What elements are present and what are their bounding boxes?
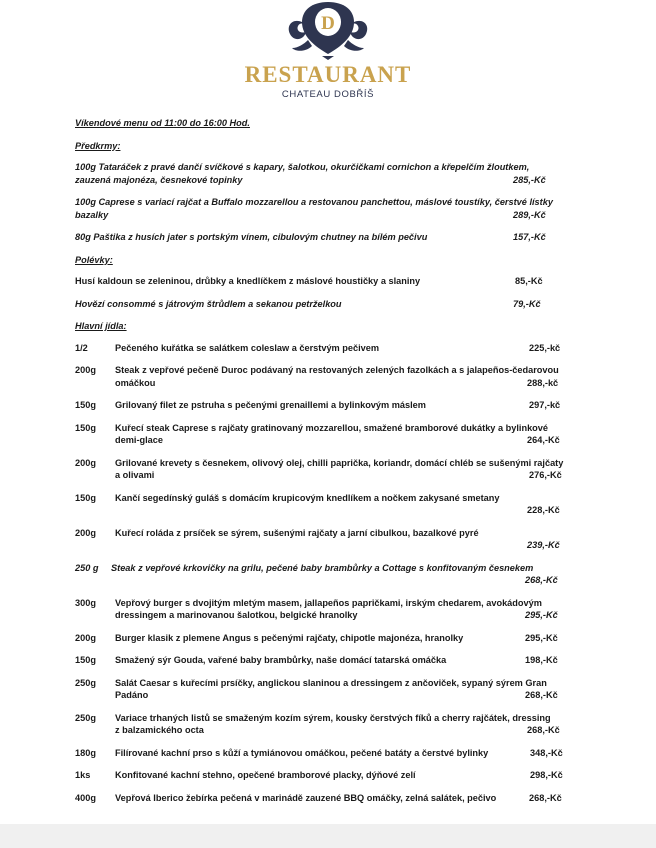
- menu-item: [75, 364, 595, 389]
- item-weight: 180g: [75, 747, 96, 758]
- menu-item: [75, 562, 595, 587]
- item-price: 295,-Kč: [525, 632, 558, 643]
- menu-item: [75, 654, 595, 667]
- section-heading-soups: Polévky:: [75, 254, 113, 265]
- item-price: 198,-Kč: [525, 655, 558, 665]
- item-description: z balzamického octa: [115, 725, 204, 735]
- menu-item: [75, 275, 595, 288]
- item-weight: 250g: [75, 712, 96, 723]
- item-description: Steak z vepřové pečeně Duroc podávaný na restovaných zelených fazolkách a s jalapeños-čedarovou: [115, 365, 559, 375]
- item-price: 268,-Kč: [525, 575, 558, 585]
- item-weight: 150g: [75, 655, 96, 665]
- item-weight: 250g: [75, 677, 96, 688]
- item-description: demi-glace: [115, 435, 163, 445]
- item-description: a olivami: [115, 470, 155, 480]
- item-weight: 400g: [75, 792, 96, 803]
- item-description: 100g Caprese s variací rajčat a Buffalo mozzarellou a restovanou panchettou, máslové toustíky, čerstvé lístky: [75, 197, 553, 207]
- menu-item: [75, 527, 595, 552]
- item-description: Kuřecí steak Caprese s rajčaty gratinovaný mozzarellou, smažené bramborové dukátky a bylinkové: [115, 422, 549, 433]
- item-weight: 200g: [75, 457, 96, 468]
- menu-item: [75, 231, 595, 244]
- menu-item: [75, 632, 595, 645]
- item-price: 268,-Kč: [529, 792, 562, 803]
- restaurant-name: RESTAURANT: [244, 62, 412, 87]
- item-price: 295,-Kč: [525, 610, 558, 620]
- item-description: Filírované kachní prso s kůží a tymiánovou omáčkou, pečené batáty a čerstvé bylinky: [115, 747, 489, 758]
- menu-content: [75, 117, 595, 814]
- item-weight: 200g: [75, 527, 96, 538]
- item-description: Pečeného kuřátka se salátkem coleslaw a čerstvým pečivem: [115, 342, 380, 353]
- item-price: 225,-kč: [529, 342, 561, 353]
- menu-item: [75, 769, 595, 782]
- item-description: Burger klasik z plemene Angus s pečenými rajčaty, chipotle majonéza, hranolky: [115, 632, 464, 643]
- menu-item: [75, 677, 595, 702]
- item-price: 264,-Kč: [527, 435, 560, 445]
- ornament-emblem-icon: [282, 0, 374, 60]
- item-price: 289,-Kč: [513, 209, 546, 220]
- menu-item: [75, 161, 595, 186]
- item-price: 228,-Kč: [527, 505, 560, 515]
- item-description: omáčkou: [115, 377, 156, 388]
- menu-item: [75, 792, 595, 805]
- item-description: Grilovaný filet ze pstruha s pečenými grenaillemi a bylinkovým máslem: [115, 400, 426, 410]
- item-description: Husí kaldoun se zeleninou, drůbky a knedlíčkem z máslové houstičky a slaniny: [75, 276, 421, 286]
- menu-title: Víkendové menu od 11:00 do 16:00 Hod.: [75, 118, 250, 128]
- item-description: Smažený sýr Gouda, vařené baby brambůrky, naše domácí tatarská omáčka: [115, 655, 447, 665]
- item-weight: 1/2: [75, 342, 88, 353]
- section-heading-mains: Hlavní jídla:: [75, 321, 127, 331]
- menu-item: [75, 747, 595, 760]
- section-heading-starters: Předkrmy:: [75, 140, 121, 151]
- item-price: 348,-Kč: [530, 747, 563, 758]
- item-price: 79,-Kč: [513, 298, 541, 309]
- item-description: bazalky: [75, 209, 109, 220]
- item-weight: 300g: [75, 597, 96, 608]
- item-description: Variace trhaných listů se smaženým kozím sýrem, kousky čerstvých fíků a cherry rajčátek, dressing: [115, 712, 551, 723]
- restaurant-logo: [0, 0, 656, 100]
- item-price: 268,-Kč: [527, 725, 560, 735]
- menu-item: [75, 399, 595, 412]
- item-weight: 1ks: [75, 770, 91, 780]
- item-description: Vepřová Iberico žebírka pečená v marinádě zauzené BBQ omáčky, zelná salátek, pečivo: [115, 792, 497, 803]
- item-description: dressingem a marinovanou šalotkou, belgické hranolky: [115, 610, 358, 620]
- menu-item: [75, 597, 595, 622]
- item-description: Vepřový burger s dvojitým mletým masem, jallapeños papričkami, irským chedarem, avokádovým: [115, 597, 542, 608]
- menu-item: [75, 196, 595, 221]
- item-weight: 250 g: [75, 562, 99, 573]
- item-price: 288,-kč: [527, 377, 559, 388]
- item-weight: 200g: [75, 632, 96, 643]
- item-price: 276,-Kč: [529, 470, 562, 480]
- restaurant-subtitle: CHATEAU DOBŘÍŠ: [281, 89, 375, 100]
- item-description: Padáno: [115, 690, 149, 700]
- item-weight: 200g: [75, 365, 96, 375]
- item-description: zauzená majonéza, česnekové topinky: [75, 174, 243, 185]
- svg-text:D: D: [321, 13, 335, 34]
- item-description: Kančí segedínský guláš s domácím krupicovým knedlíkem a nočkem zakysané smetany: [115, 492, 500, 503]
- menu-item: [75, 422, 595, 447]
- menu-item: [75, 457, 595, 482]
- item-description: Steak z vepřové krkovičky na grilu, pečené baby brambůrky a Cottage s konfitovaným česnekem: [111, 562, 534, 573]
- menu-item: [75, 298, 595, 311]
- menu-item: [75, 712, 595, 737]
- item-description: Salát Caesar s kuřecími prsíčky, anglickou slaninou a dressingem z ančoviček, sypaný sýrem Gran: [115, 677, 547, 688]
- item-price: 298,-Kč: [530, 770, 563, 780]
- item-description: Kuřecí roláda z prsíček se sýrem, sušenými rajčaty a jarní cibulkou, bazalkové pyré: [115, 527, 479, 538]
- item-price: 157,-Kč: [513, 232, 546, 242]
- item-price: 268,-Kč: [525, 690, 558, 700]
- item-price: 285,-Kč: [513, 174, 546, 185]
- viewer-bottom-bar: [0, 824, 656, 848]
- item-description: 80g Paštika z husích jater s portským vínem, cibulovým chutney na bílém pečivu: [75, 232, 428, 242]
- menu-item: [75, 342, 595, 355]
- item-weight: 150g: [75, 400, 96, 410]
- item-description: 100g Tataráček z pravé dančí svíčkové s kapary, šalotkou, okurčičkami cornichon a křepelčím žloutkem,: [75, 162, 530, 172]
- item-price: 239,-Kč: [527, 540, 560, 550]
- item-weight: 150g: [75, 422, 96, 433]
- item-price: 297,-kč: [529, 400, 561, 410]
- menu-item: [75, 492, 595, 517]
- item-description: Hovězí consommé s játrovým štrůdlem a sekanou petrželkou: [75, 298, 342, 309]
- item-weight: 150g: [75, 492, 96, 503]
- item-description: Grilované krevety s česnekem, olivový olej, chilli paprička, koriandr, domácí chléb se sušenými rajčaty: [115, 457, 564, 468]
- item-price: 85,-Kč: [515, 276, 543, 286]
- item-description: Konfitované kachní stehno, opečené bramborové placky, dýňové zelí: [115, 770, 416, 780]
